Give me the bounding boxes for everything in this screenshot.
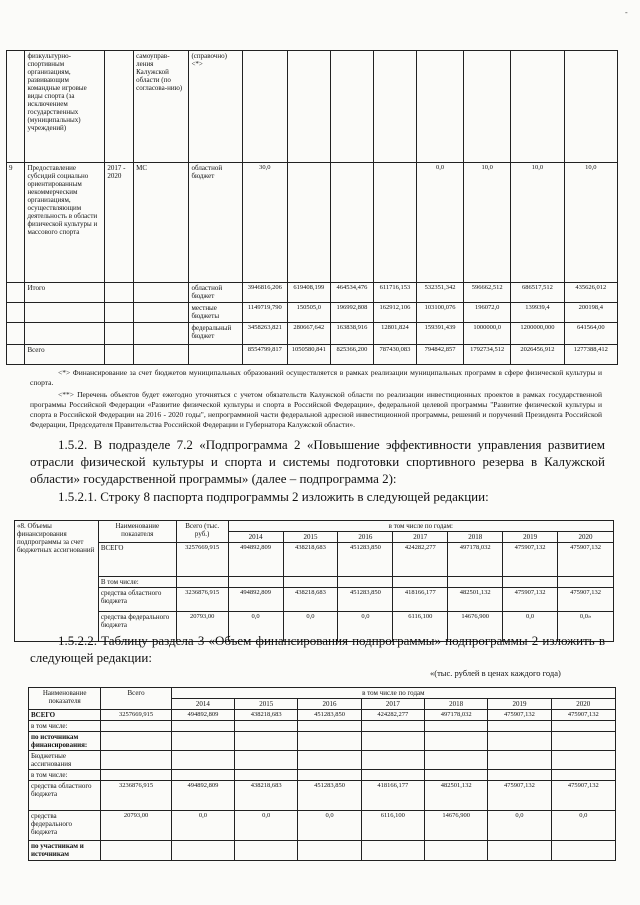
- value-cell: 0,0: [283, 612, 338, 642]
- value-cell: 794842,857: [416, 345, 463, 365]
- value-cell: 10,0: [564, 163, 617, 283]
- row-name: по источникам финансирования:: [29, 732, 101, 751]
- year-header: 2016: [298, 699, 361, 710]
- row-name: ВСЕГО: [29, 710, 101, 721]
- value-cell: 0,0: [503, 612, 558, 642]
- value-cell: 686517,512: [511, 283, 564, 303]
- value-cell: [488, 721, 551, 732]
- value-cell: 532351,342: [416, 283, 463, 303]
- value-cell: 0,0: [171, 811, 234, 841]
- value-cell: 139939,4: [511, 303, 564, 323]
- value-cell: 494892,809: [228, 543, 283, 577]
- total-cell: [101, 751, 171, 770]
- year-header: 2018: [448, 532, 503, 543]
- value-cell: [235, 841, 298, 861]
- table-row: [29, 732, 616, 751]
- value-cell: 1000000,0: [464, 323, 511, 345]
- executor: самоуправ-ления Калужской области (по согласова-нию): [134, 51, 189, 163]
- value-cell: 1050580,841: [287, 345, 330, 365]
- value-cell: 451283,850: [298, 710, 361, 721]
- value-cell: 0,0: [551, 811, 615, 841]
- value-cell: 200198,4: [564, 303, 617, 323]
- total-cell: 30,0: [242, 163, 287, 283]
- value-cell: 2026456,912: [511, 345, 564, 365]
- value-cell: 451283,850: [338, 543, 393, 577]
- total-cell: 8554799,817: [242, 345, 287, 365]
- value-cell: 418166,177: [393, 588, 448, 612]
- value-cell: [235, 770, 298, 781]
- value-cell: 6116,100: [361, 811, 424, 841]
- value-cell: 103100,076: [416, 303, 463, 323]
- value-cell: [424, 721, 487, 732]
- value-cell: [488, 751, 551, 770]
- program-events-table: [6, 50, 618, 365]
- value-cell: 475907,132: [551, 710, 615, 721]
- value-cell: 1277388,412: [564, 345, 617, 365]
- value-cell: 6116,100: [393, 612, 448, 642]
- value-cell: 159391,439: [416, 323, 463, 345]
- row-name: по участникам и источникам: [29, 841, 101, 861]
- value-cell: 0,0: [338, 612, 393, 642]
- value-cell: [361, 732, 424, 751]
- value-cell: 475907,132: [488, 781, 551, 811]
- funding-source: местные бюджеты: [189, 303, 242, 323]
- value-cell: [171, 841, 234, 861]
- total-cell: 3236876,915: [176, 588, 228, 612]
- value-cell: 497178,032: [424, 710, 487, 721]
- total-cell: 20793,00: [101, 811, 171, 841]
- value-cell: 150505,0: [287, 303, 330, 323]
- value-cell: 611716,153: [373, 283, 416, 303]
- value-cell: [551, 751, 615, 770]
- paragraph-1-5-2-1: 1.5.2.1. Строку 8 паспорта подпрограммы 2 изложить в следующей редакции:: [58, 489, 489, 504]
- value-cell: [488, 770, 551, 781]
- value-cell: [298, 841, 361, 861]
- value-cell: 196072,0: [464, 303, 511, 323]
- value-cell: 14676,900: [424, 811, 487, 841]
- footnote-1: <*> Финансирование за счет бюджетов муниципальных образований осуществляется в рамках реализации муниципальных программ в сфере физической культуры и спорта.: [30, 368, 602, 387]
- value-cell: [361, 770, 424, 781]
- value-cell: 825366,200: [330, 345, 373, 365]
- value-cell: [171, 721, 234, 732]
- table-row: [29, 781, 616, 811]
- funding-source: [189, 345, 242, 365]
- value-cell: [488, 732, 551, 751]
- year-header: 2015: [283, 532, 338, 543]
- value-cell: 494892,809: [171, 710, 234, 721]
- value-cell: 0,0: [228, 612, 283, 642]
- value-cell: [551, 721, 615, 732]
- total-cell: 3257669,915: [101, 710, 171, 721]
- value-cell: 196992,808: [330, 303, 373, 323]
- row-label: «8. Объемы финансирования подпрограммы за счет бюджетных ассигнований: [15, 521, 99, 642]
- row-name: В том числе:: [98, 577, 176, 588]
- value-cell: [235, 721, 298, 732]
- table-row: [15, 588, 614, 612]
- value-cell: [171, 751, 234, 770]
- value-cell: 162912,106: [373, 303, 416, 323]
- value-cell: [298, 721, 361, 732]
- passport-row-8-table: [14, 520, 614, 642]
- year-header: 2014: [171, 699, 234, 710]
- row-name: в том числе:: [29, 721, 101, 732]
- table-row: [15, 543, 614, 577]
- table-row: [29, 811, 616, 841]
- value-cell: [424, 841, 487, 861]
- value-cell: [551, 841, 615, 861]
- table-header-row: [15, 521, 614, 532]
- value-cell: [424, 751, 487, 770]
- year-header: 2018: [424, 699, 487, 710]
- value-cell: 619408,199: [287, 283, 330, 303]
- value-cell: [235, 751, 298, 770]
- funding-source: областной бюджет: [189, 163, 242, 283]
- total-cell: 3236876,915: [101, 781, 171, 811]
- value-cell: 1792734,512: [464, 345, 511, 365]
- value-cell: 596662,512: [464, 283, 511, 303]
- year-header: 2019: [488, 699, 551, 710]
- value-cell: [361, 721, 424, 732]
- value-cell: 0,0: [235, 811, 298, 841]
- subprogram-funding-table: [28, 687, 616, 861]
- table-header-row: [29, 688, 616, 699]
- footnote-2: <**> Перечень объектов будет ежегодно уточняться с учетом обязательств Калужской области по реализации инвестиционных проектов в рамках государственной программы Российской Федерации «Развитие физической культуры и спорта в Российской Федерации», федеральной целевой программы "Развитие физической культуры и спорта в Российской Федерации на 2016 - 2020 годы", непрограммной части федеральной адресной инвестиционной программы, решений и поручений Президента Российской Федерации, Председателя Правительства Российской Федерации и Губернатора Калужской области».: [30, 390, 602, 429]
- column-header: Наименование показателя: [98, 521, 176, 543]
- paragraph-1-5-2-2: 1.5.2.2. Таблицу раздела 3 «Объем финансирования подпрограммы» подпрограммы 2 изложить в следующей редакции:: [30, 633, 605, 665]
- table-row: [7, 323, 618, 345]
- value-cell: 438218,683: [235, 781, 298, 811]
- value-cell: 438218,683: [283, 588, 338, 612]
- value-cell: 10,0: [464, 163, 511, 283]
- table-row: [29, 770, 616, 781]
- value-cell: 12801,824: [373, 323, 416, 345]
- value-cell: 0,0: [298, 811, 361, 841]
- value-cell: [171, 770, 234, 781]
- table-row: [29, 841, 616, 861]
- table-row: [7, 51, 618, 163]
- table-row: [29, 710, 616, 721]
- total-cell: [101, 841, 171, 861]
- paragraph-1-5-2: 1.5.2. В подразделе 7.2 «Подпрограмма 2 «Повышение эффективности управления развитием отрасли физической культуры и спорта и системы подготовки спортивного резерва в Калужской области» государственной программы» (далее – подпрограмма 2):: [30, 437, 605, 486]
- value-cell: [424, 732, 487, 751]
- year-header: 2020: [558, 532, 614, 543]
- value-cell: [424, 770, 487, 781]
- table-row: [15, 577, 614, 588]
- value-cell: 497178,032: [448, 543, 503, 577]
- value-cell: 641564,00: [564, 323, 617, 345]
- total-cell: [101, 732, 171, 751]
- value-cell: 424282,277: [361, 710, 424, 721]
- value-cell: 475907,132: [488, 710, 551, 721]
- row-name: ВСЕГО: [98, 543, 176, 577]
- year-header: 2014: [228, 532, 283, 543]
- table-row: [7, 283, 618, 303]
- value-cell: 475907,132: [558, 543, 614, 577]
- value-cell: [298, 751, 361, 770]
- value-cell: 451283,850: [338, 588, 393, 612]
- total-cell: 3946816,206: [242, 283, 287, 303]
- table-row: [7, 345, 618, 365]
- value-cell: 280667,642: [287, 323, 330, 345]
- executor: МС: [134, 163, 189, 283]
- row-name: средства федерального бюджета: [98, 612, 176, 642]
- value-cell: 0,0: [416, 163, 463, 283]
- column-header: Всего: [101, 688, 171, 710]
- year-header: 2016: [338, 532, 393, 543]
- value-cell: 424282,277: [393, 543, 448, 577]
- year-header: 2015: [235, 699, 298, 710]
- total-cell: 20793,00: [176, 612, 228, 642]
- event-name: Предоставление субсидий социально ориентированным некоммерческим организациям, осуществляющим деятельность в области физической культуры и массового спорта: [25, 163, 105, 283]
- row-name: средства областного бюджета: [29, 781, 101, 811]
- value-cell: [551, 732, 615, 751]
- total-cell: [101, 721, 171, 732]
- row-name: в том числе:: [29, 770, 101, 781]
- value-cell: [551, 770, 615, 781]
- value-cell: 475907,132: [503, 543, 558, 577]
- value-cell: [488, 841, 551, 861]
- value-cell: 464534,476: [330, 283, 373, 303]
- funding-source: (справочно) <*>: [189, 51, 242, 163]
- value-cell: 438218,683: [283, 543, 338, 577]
- row-name: средства областного бюджета: [98, 588, 176, 612]
- value-cell: 0,0»: [558, 612, 614, 642]
- value-cell: [171, 732, 234, 751]
- value-cell: [298, 770, 361, 781]
- funding-source: областной бюджет: [189, 283, 242, 303]
- value-cell: 482501,132: [424, 781, 487, 811]
- year-header: 2017: [361, 699, 424, 710]
- row-name: Бюджетные ассигнования: [29, 751, 101, 770]
- value-cell: 482501,132: [448, 588, 503, 612]
- value-cell: 451283,850: [298, 781, 361, 811]
- year-header: 2019: [503, 532, 558, 543]
- value-cell: 494892,809: [228, 588, 283, 612]
- value-cell: 0,0: [488, 811, 551, 841]
- table-row: [29, 751, 616, 770]
- row-name: средства федерального бюджета: [29, 811, 101, 841]
- value-cell: [361, 841, 424, 861]
- value-cell: 475907,132: [551, 781, 615, 811]
- column-header: в том числе по годам: [171, 688, 615, 699]
- year-header: 2017: [393, 532, 448, 543]
- event-name: физкультурно-спортивным организациям, развивающим командные игровые виды спорта (за исключением государственных (муниципальных) учреждений): [25, 51, 105, 163]
- unit-note: «(тыс. рублей в ценах каждого года): [430, 668, 561, 678]
- value-cell: [361, 751, 424, 770]
- value-cell: 475907,132: [558, 588, 614, 612]
- value-cell: 10,0: [511, 163, 564, 283]
- column-header: Всего (тыс. руб.): [176, 521, 228, 543]
- value-cell: 494892,809: [171, 781, 234, 811]
- value-cell: 475907,132: [503, 588, 558, 612]
- year-header: 2020: [551, 699, 615, 710]
- column-header: в том числе по годам:: [228, 521, 613, 532]
- vsego-label: Всего: [25, 345, 105, 365]
- table-row: [7, 303, 618, 323]
- total-cell: 3257669,915: [176, 543, 228, 577]
- corner-mark: -: [625, 8, 628, 17]
- table-row: [7, 163, 618, 283]
- total-cell: [101, 770, 171, 781]
- column-header: Наименование показателя: [29, 688, 101, 710]
- value-cell: 435626,012: [564, 283, 617, 303]
- value-cell: 1200000,000: [511, 323, 564, 345]
- value-cell: 14676,900: [448, 612, 503, 642]
- value-cell: 418166,177: [361, 781, 424, 811]
- total-cell: 1149719,790: [242, 303, 287, 323]
- value-cell: 163838,916: [330, 323, 373, 345]
- value-cell: 438218,683: [235, 710, 298, 721]
- itogo-label: Итого: [25, 283, 105, 303]
- funding-source: федеральный бюджет: [189, 323, 242, 345]
- value-cell: 787430,083: [373, 345, 416, 365]
- row-number: 9: [7, 163, 25, 283]
- total-cell: 3458263,821: [242, 323, 287, 345]
- value-cell: [298, 732, 361, 751]
- table-row: [29, 721, 616, 732]
- years: 2017 - 2020: [105, 163, 134, 283]
- value-cell: [235, 732, 298, 751]
